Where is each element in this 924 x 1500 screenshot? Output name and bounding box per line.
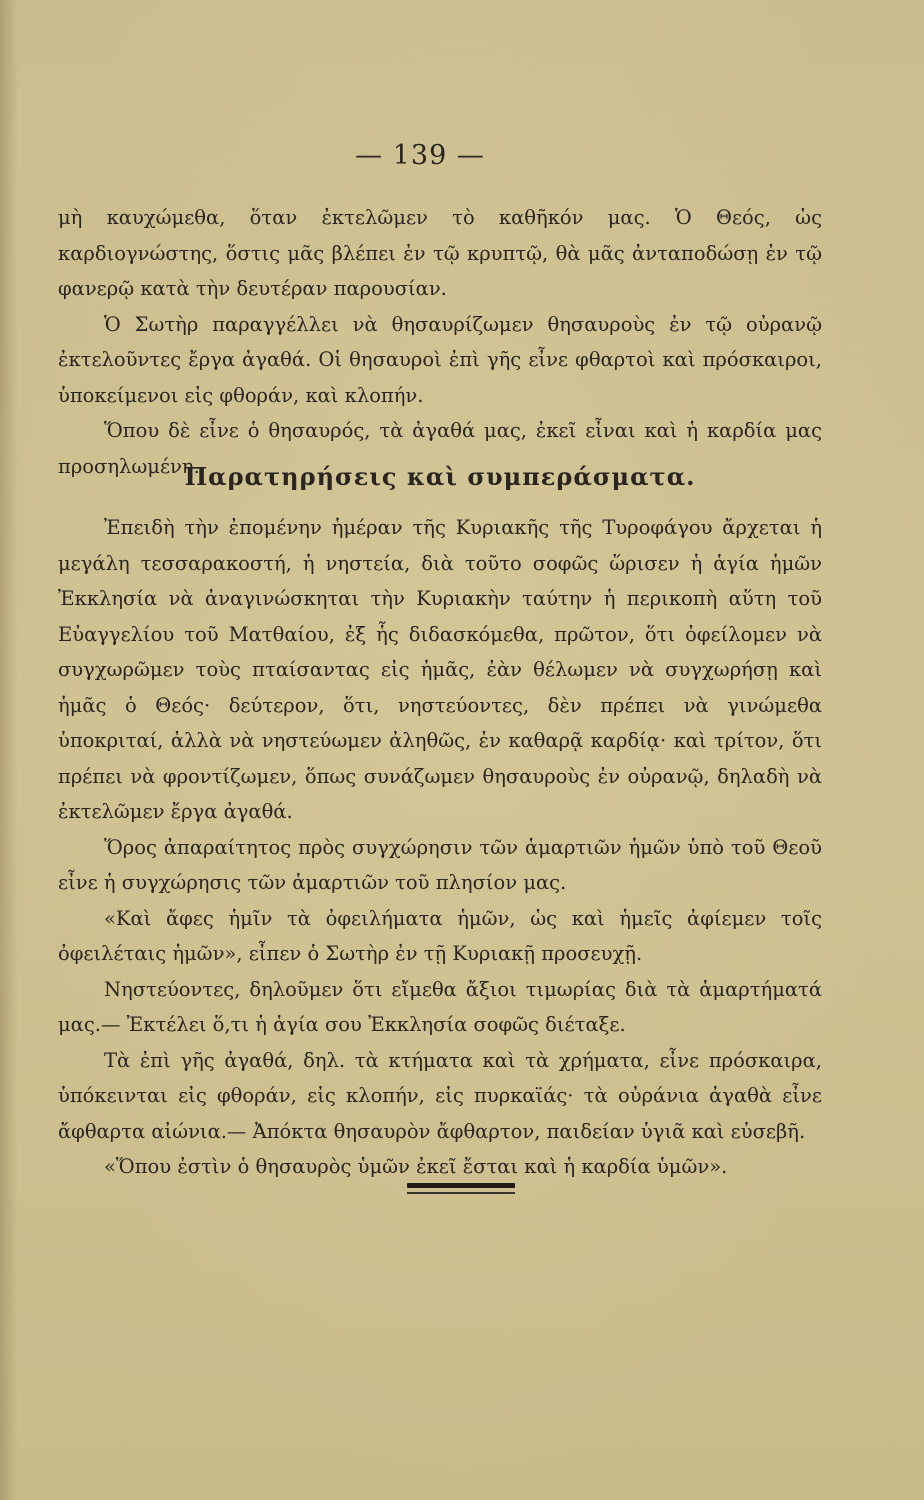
paragraph: «Καὶ ἄφες ἡμῖν τὰ ὀφειλήματα ἡμῶν, ὡς καὶ ἡμεῖς ἀφίεμεν τοῖς ὀφειλέταις ἡμῶν», εἶπεν ὁ Σωτὴρ ἐν τῇ Κυριακῇ προσευχῇ. xyxy=(58,906,822,965)
section-2-text xyxy=(58,510,822,1185)
paragraph: Ὅρος ἀπαραίτητος πρὸς συγχώρησιν τῶν ἁμαρτιῶν ἡμῶν ὑπὸ τοῦ Θεοῦ εἶνε ἡ συγχώρησις τῶν ἁμαρτιῶν τοῦ πλησίον μας. xyxy=(58,835,822,894)
section-1-text xyxy=(58,200,822,484)
closing-rule-thin xyxy=(407,1192,515,1194)
paragraph: μὴ καυχώμεθα, ὅταν ἐκτελῶμεν τὸ καθῆκόν μας. Ὁ Θεός, ὡς καρδιογνώστης, ὅστις μᾶς βλέπει ἐν τῷ κρυπτῷ, θὰ μᾶς ἀνταποδώσῃ ἐν τῷ φανερῷ κατὰ τὴν δευτέραν παρουσίαν. xyxy=(58,206,822,300)
section-heading: Παρατηρήσεις καὶ συμπεράσματα. xyxy=(184,462,696,491)
paragraph: Ἐπειδὴ τὴν ἐπομένην ἡμέραν τῆς Κυριακῆς τῆς Τυροφάγου ἄρχεται ἡ μεγάλη τεσσαρακοστή, ἡ νηστεία, διὰ τοῦτο σοφῶς ὥρισεν ἡ ἁγία ἡμῶν Ἐκκλησία νὰ ἀναγινώσκηται τὴν Κυριακὴν ταύτην ἡ περικοπὴ αὕτη τοῦ Εὐαγγελίου τοῦ Ματθαίου, ἐξ ἧς διδασκόμεθα, πρῶτον, ὅτι ὀφείλομεν νὰ συγχωρῶμεν τοὺς πταίσαντας εἰς ἡμᾶς, ἐὰν θέλωμεν νὰ συγχωρήσῃ καὶ ἡμᾶς ὁ Θεός· δεύτερον, ὅτι, νηστεύοντες, δὲν πρέπει νὰ γινώμεθα ὑποκριταί, ἀλλὰ νὰ νηστεύωμεν ἀληθῶς, ἐν καθαρᾷ καρδίᾳ· καὶ τρίτον, ὅτι πρέπει νὰ φροντίζωμεν, ὅπως συνάζωμεν θησαυροὺς ἐν οὐρανῷ, δηλαδὴ νὰ ἐκτελῶμεν ἔργα ἀγαθά. xyxy=(58,516,822,823)
closing-rule-thick xyxy=(407,1183,515,1188)
paragraph: Ὁ Σωτὴρ παραγγέλλει νὰ θησαυρίζωμεν θησαυροὺς ἐν τῷ οὐρανῷ ἐκτελοῦντες ἔργα ἀγαθά. Οἱ θησαυροὶ ἐπὶ γῆς εἶνε φθαρτοὶ καὶ πρόσκαιροι, ὑποκείμενοι εἰς φθοράν, καὶ κλοπήν. xyxy=(58,312,822,407)
paragraph: «Ὅπου ἐστὶν ὁ θησαυρὸς ὑμῶν ἐκεῖ ἔσται καὶ ἡ καρδία ὑμῶν». xyxy=(104,1155,728,1178)
page-number: — 139 — xyxy=(355,140,485,171)
paragraph: Νηστεύοντες, δηλοῦμεν ὅτι εἴμεθα ἄξιοι τιμωρίας διὰ τὰ ἁμαρτήματά μας.— Ἐκτέλει ὅ,τι ἡ ἁγία σου Ἐκκλησία σοφῶς διέταξε. xyxy=(58,977,822,1036)
paragraph: Ὅπου δὲ εἶνε ὁ θησαυρός, τὰ ἀγαθά μας, ἐκεῖ εἶναι καὶ ἡ καρδία μας προσηλωμένη. xyxy=(58,419,822,478)
paragraph: Τὰ ἐπὶ γῆς ἀγαθά, δηλ. τὰ κτήματα καὶ τὰ χρήματα, εἶνε πρόσκαιρα, ὑπόκεινται εἰς φθοράν, εἰς κλοπήν, εἰς πυρκαϊάς· τὰ οὐράνια ἀγαθὰ εἶνε ἄφθαρτα αἰώνια.— Ἀπόκτα θησαυρὸν ἄφθαρτον, παιδείαν ὑγιᾶ καὶ εὐσεβῆ. xyxy=(58,1048,822,1143)
page-edge-shadow xyxy=(0,0,18,1500)
